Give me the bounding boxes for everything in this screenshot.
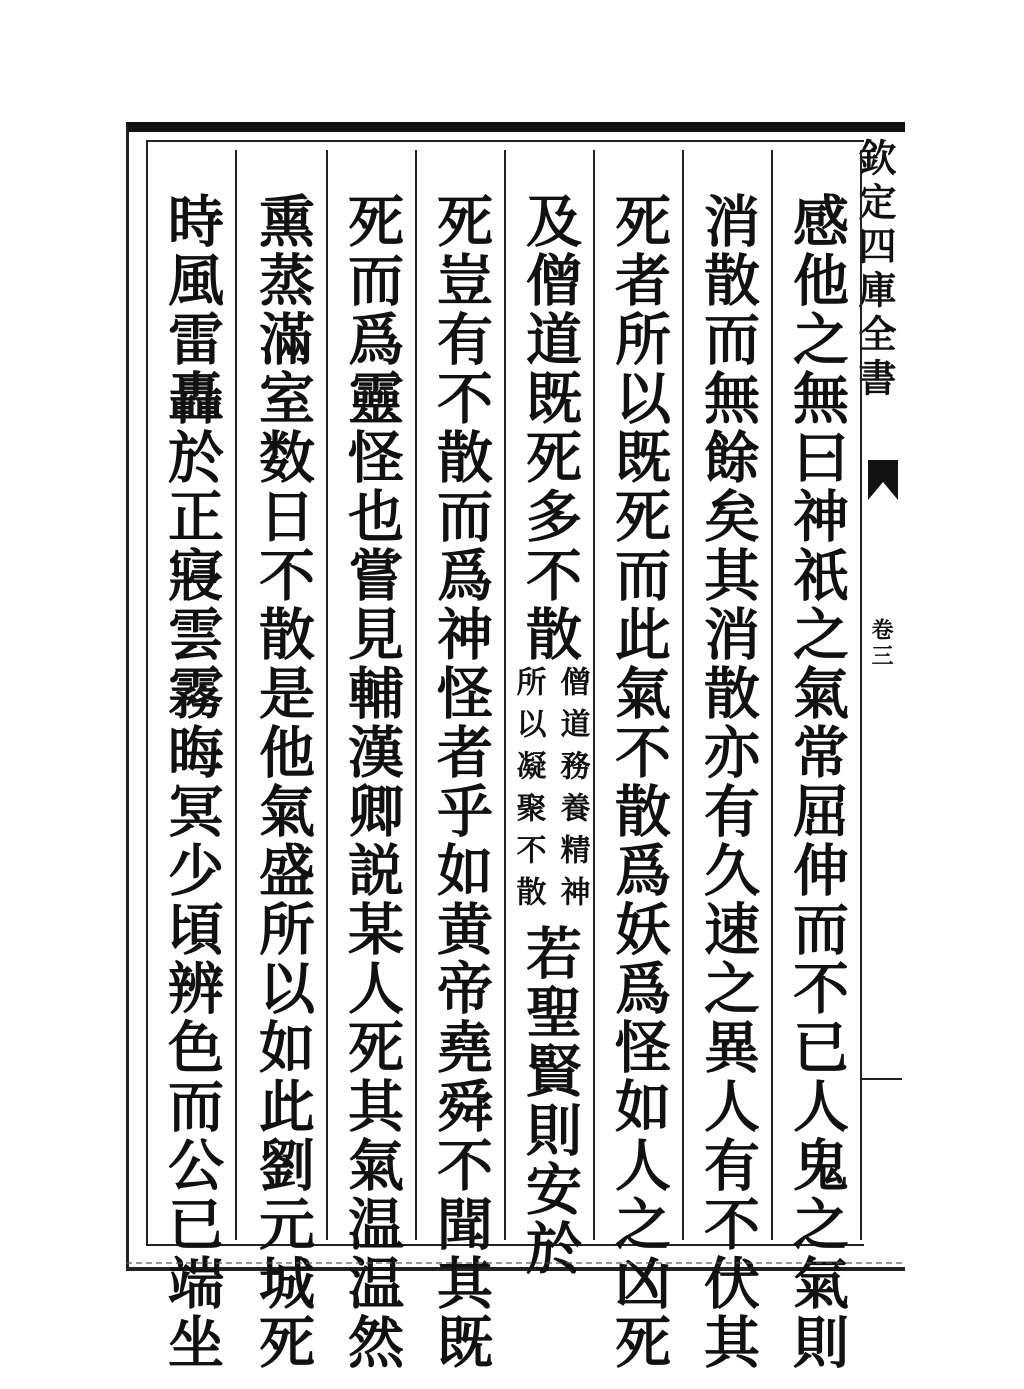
annotation-line-2: 所以凝聚不散 xyxy=(510,666,546,918)
text-column-4 xyxy=(506,150,595,1278)
column-text-after-note: 若聖賢則安於 xyxy=(517,924,583,1278)
fishtail-mark-icon xyxy=(868,460,898,500)
column-text: 消散而無餘矣其消散亦有久速之異人有不伏其 xyxy=(695,192,761,1372)
volume-label: 卷三 xyxy=(868,618,894,670)
column-text: 死者所以既死而此氣不散爲妖爲怪如人之凶死 xyxy=(606,192,672,1372)
annotation-line-1: 僧道務養精神 xyxy=(554,666,590,918)
column-text: 時風雷轟於正寢雲霧晦冥少頃辨色而公已端坐 xyxy=(159,192,225,1372)
text-column-3 xyxy=(595,150,684,1372)
column-text: 死而爲靈怪也嘗見輔漢卿説某人死其氣温温然 xyxy=(339,192,405,1372)
book-title: 欽定四庫全書 xyxy=(852,138,897,402)
column-text: 熏蒸滿室数日不散是他氣盛所以如此劉元城死 xyxy=(250,192,316,1372)
margin-divider xyxy=(862,1078,902,1080)
column-text: 死豈有不散而爲神怪者乎如黄帝堯舜不聞其既 xyxy=(428,192,494,1372)
text-column-1 xyxy=(773,150,862,1372)
text-column-7 xyxy=(239,150,328,1372)
column-with-annotation xyxy=(505,150,594,1278)
text-column-8 xyxy=(148,150,237,1372)
interlinear-annotation xyxy=(508,666,592,918)
bottom-edge-marks xyxy=(126,1262,902,1270)
text-column-6 xyxy=(328,150,417,1372)
text-column-5 xyxy=(417,150,506,1372)
column-text: 感他之無曰神祇之氣常屈伸而不已人鬼之氣則 xyxy=(784,192,850,1372)
text-column-2 xyxy=(684,150,773,1372)
column-text-before-note: 及僧道既死多不散 xyxy=(517,192,583,664)
